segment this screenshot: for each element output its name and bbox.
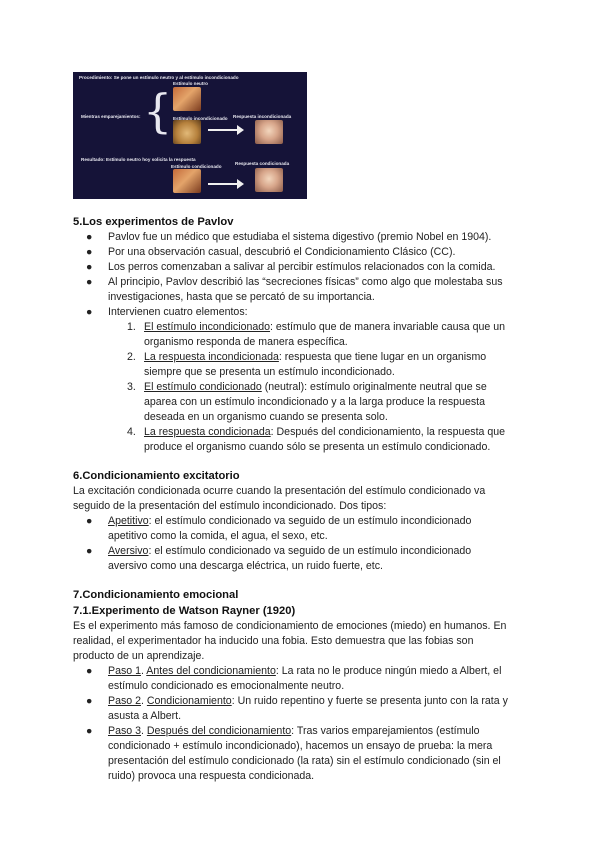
term-label: El estímulo incondicionado bbox=[144, 321, 271, 333]
list-item: ● Paso 3. Después del condicionamiento: Tras varios emparejamientos (estímulo condicionado + estímulo incondicionado), hacemos un ensayo de prueba: la mera presentación del estímulo condicionado (la rata) sin el estímulo condicionado (sin el ruido) provoca una respuesta condicionada. bbox=[86, 725, 501, 782]
list-item: 3. El estímulo condicionado (neutral): estímulo originalmente neutral que se aparea con un estímulo incondicionado y a la larga produce la respuesta deseada en un organismo cuando se presenta solo. bbox=[127, 381, 487, 423]
section-7-heading: 7.Condicionamiento emocional bbox=[73, 589, 239, 601]
list-item: ● Intervienen cuatro elementos: bbox=[86, 306, 248, 318]
brace-icon: { bbox=[143, 84, 173, 138]
section-7-bullets bbox=[73, 664, 523, 784]
figure-label-neutral: Estímulo neutro bbox=[173, 81, 208, 86]
list-item: 1. El estímulo incondicionado: estímulo que de manera invariable causa que un organismo responda de manera específica. bbox=[127, 321, 506, 348]
section-6-bullets bbox=[73, 514, 523, 574]
figure-label-us: Estímulo incondicionado bbox=[173, 116, 228, 121]
list-item: ● Paso 2. Condicionamiento: Un ruido repentino y fuerte se presenta junto con la rata y asusta a Albert. bbox=[86, 695, 508, 722]
figure-label-cr: Respuesta condicionada bbox=[235, 161, 290, 166]
list-item: ● Al principio, Pavlov describió las “secreciones físicas” como algo que molestaba sus investigaciones, hasta que se percató de su importancia. bbox=[86, 276, 503, 303]
dog-photo-1 bbox=[173, 87, 201, 111]
list-item: ● Por una observación casual, descubrió el Condicionamiento Clásico (CC). bbox=[86, 246, 456, 258]
list-item: ● Apetitivo: el estímulo condicionado va seguido de un estímulo incondicionado apetitivo como la comida, el agua, el sexo, etc. bbox=[86, 515, 472, 542]
figure-label-cs: Estímulo condicionado bbox=[171, 164, 222, 169]
section-6-paragraph: La excitación condicionada ocurre cuando la presentación del estímulo condicionado va seguido de la presentación del estímulo incondicionado. Dos tipos: bbox=[73, 485, 486, 512]
list-item: ● Pavlov fue un médico que estudiaba el sistema digestivo (premio Nobel en 1904). bbox=[86, 231, 492, 243]
term-label: Apetitivo bbox=[108, 515, 149, 527]
section-5-bullets bbox=[73, 230, 523, 320]
list-item: 4. La respuesta condicionada: Después del condicionamiento, la respuesta que produce el organismo cuando sólo se presenta un estímulo condicionado. bbox=[127, 426, 506, 453]
term-label: El estímulo condicionado bbox=[144, 381, 262, 393]
section-5-heading: 5.Los experimentos de Pavlov bbox=[73, 216, 234, 228]
figure-side-label: Mientras emparejamientos: bbox=[81, 114, 141, 119]
document-body bbox=[73, 214, 523, 784]
section-7-paragraph: Es el experimento más famoso de condicionamiento de emociones (miedo) en humanos. En realidad, el experimentador ha inducido una fobia. Esto demuestra que las fobias son producto de un aprendizaje. bbox=[73, 620, 507, 662]
figure-bottom-caption: Resultado: Estímulo neutro hoy solicita la respuesta bbox=[81, 157, 196, 162]
food-photo bbox=[173, 120, 201, 144]
figure-top-caption: Procedimiento: Se pone un estímulo neutro y al estímulo incondicionado bbox=[79, 75, 239, 80]
list-item: ● Aversivo: el estímulo condicionado va seguido de un estímulo incondicionado aversivo como una descarga eléctrica, un ruido fuerte, etc. bbox=[86, 545, 472, 572]
list-item: ● Los perros comenzaban a salivar al percibir estímulos relacionados con la comida. bbox=[86, 261, 496, 273]
list-item: ● Paso 1. Antes del condicionamiento: La rata no le produce ningún miedo a Albert, el estímulo condicionado es emocionalmente neutro. bbox=[86, 665, 502, 692]
term-label: La respuesta condicionada bbox=[144, 426, 271, 438]
pavlov-elements-list bbox=[73, 320, 523, 455]
term-label: Aversivo bbox=[108, 545, 149, 557]
arrow-icon bbox=[208, 183, 242, 185]
section-7-1-heading: 7.1.Experimento de Watson Rayner (1920) bbox=[73, 605, 296, 617]
term-label: La respuesta incondicionada bbox=[144, 351, 279, 363]
arrow-icon bbox=[208, 129, 242, 131]
section-6-heading: 6.Condicionamiento excitatorio bbox=[73, 470, 240, 482]
figure-label-ur: Respuesta incondicionada bbox=[233, 114, 292, 119]
face-photo-1 bbox=[255, 120, 283, 144]
pavlov-diagram-image bbox=[73, 72, 307, 199]
list-item: 2. La respuesta incondicionada: respuesta que tiene lugar en un organismo siempre que se presenta un estímulo incondicionado. bbox=[127, 351, 487, 378]
face-photo-2 bbox=[255, 168, 283, 192]
dog-photo-2 bbox=[173, 169, 201, 193]
